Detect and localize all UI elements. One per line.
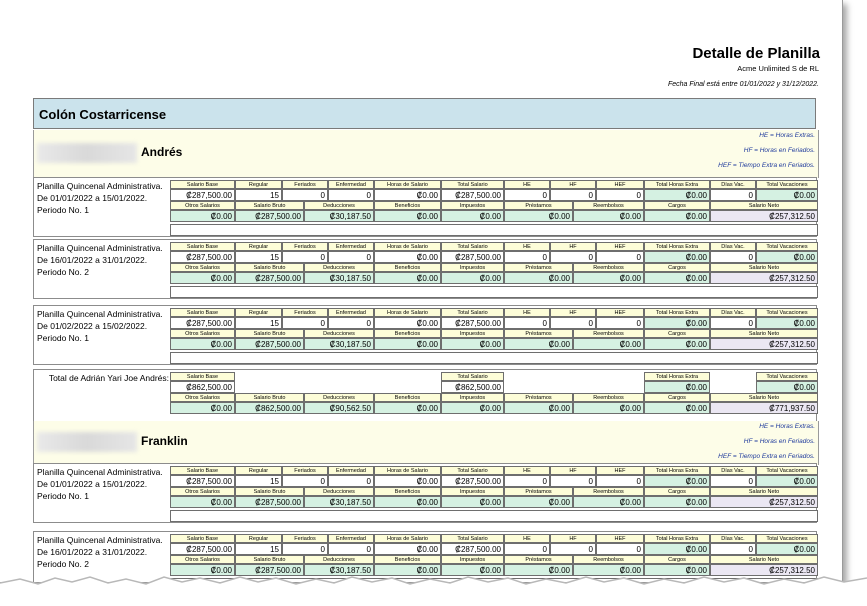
value-cargos: ₡0.00 <box>644 564 710 576</box>
value-regular: 15 <box>235 251 282 263</box>
value-hf: 0 <box>550 251 596 263</box>
label-total-vacaciones: Total Vacaciones <box>756 466 818 475</box>
period-label: Planilla Quincenal Administrativa. De 01/01/2022 a 15/01/2022. Periodo No. 1 <box>37 181 163 215</box>
value-cargos: ₡0.00 <box>644 338 710 350</box>
label-dias-vac: Días Vac. <box>710 180 756 189</box>
label-salario-base: Salario Base <box>170 466 235 475</box>
value-impuestos: ₡0.00 <box>441 338 504 350</box>
value-salario-neto: ₡257,312.50 <box>710 210 818 222</box>
company-name: Acme Unlimited S de RL <box>737 64 819 73</box>
value-he: 0 <box>504 475 550 487</box>
value-salario-base: ₡287,500.00 <box>170 189 235 201</box>
value-otros-salarios: ₡0.00 <box>170 564 235 576</box>
label-beneficios: Beneficios <box>374 201 441 210</box>
label-hf: HF <box>550 534 596 543</box>
period-spacer <box>170 286 818 298</box>
employee-first-name: Franklin <box>141 434 188 449</box>
label-hef: HEF <box>596 534 644 543</box>
label-total-horas-extra: Total Horas Extra <box>644 242 710 251</box>
label-cargos: Cargos <box>644 201 710 210</box>
value-salario-base: ₡287,500.00 <box>170 543 235 555</box>
label-he: HE <box>504 534 550 543</box>
value-regular: 15 <box>235 543 282 555</box>
value-enfermedad: 0 <box>328 251 374 263</box>
label-impuestos: Impuestos <box>441 555 504 564</box>
label-horas-de-salario: Horas de Salario <box>374 242 441 251</box>
label-he: HE <box>504 180 550 189</box>
value-otros-salarios: ₡0.00 <box>170 272 235 284</box>
value-hf: 0 <box>550 475 596 487</box>
report-title: Detalle de Planilla <box>692 45 820 62</box>
total-value-salario-neto: ₡771,937.50 <box>710 402 818 414</box>
value-enfermedad: 0 <box>328 317 374 329</box>
value-prestamos: ₡0.00 <box>504 338 573 350</box>
value-salario-neto: ₡257,312.50 <box>710 272 818 284</box>
label-regular: Regular <box>235 534 282 543</box>
label-enfermedad: Enfermedad <box>328 308 374 317</box>
label-reembolsos: Reembolsos <box>573 329 644 338</box>
total-value-reembolsos: ₡0.00 <box>573 402 644 414</box>
period-label: Planilla Quincenal Administrativa. De 01/02/2022 a 15/02/2022. Periodo No. 1 <box>37 309 163 343</box>
value-feriados: 0 <box>282 475 328 487</box>
total-label-total-vacaciones: Total Vacaciones <box>756 372 818 381</box>
value-salario-bruto: ₡287,500.00 <box>235 338 304 350</box>
label-enfermedad: Enfermedad <box>328 466 374 475</box>
label-prestamos: Préstamos <box>504 555 573 564</box>
total-value-total-vacaciones: ₡0.00 <box>756 381 818 393</box>
label-regular: Regular <box>235 308 282 317</box>
value-total-vacaciones: ₡0.00 <box>756 543 818 555</box>
value-prestamos: ₡0.00 <box>504 496 573 508</box>
value-horas-de-salario: ₡0.00 <box>374 475 441 487</box>
period-block <box>33 463 817 523</box>
value-total-salario: ₡287,500.00 <box>441 189 504 201</box>
value-deducciones: ₡30,187.50 <box>304 272 374 284</box>
value-impuestos: ₡0.00 <box>441 210 504 222</box>
value-reembolsos: ₡0.00 <box>573 210 644 222</box>
value-cargos: ₡0.00 <box>644 496 710 508</box>
value-salario-base: ₡287,500.00 <box>170 317 235 329</box>
value-reembolsos: ₡0.00 <box>573 272 644 284</box>
value-total-horas-extra: ₡0.00 <box>644 251 710 263</box>
period-spacer <box>170 224 818 236</box>
label-enfermedad: Enfermedad <box>328 534 374 543</box>
label-horas-de-salario: Horas de Salario <box>374 180 441 189</box>
label-salario-neto: Salario Neto <box>710 555 818 564</box>
label-he: HE <box>504 242 550 251</box>
label-salario-base: Salario Base <box>170 180 235 189</box>
value-enfermedad: 0 <box>328 189 374 201</box>
value-otros-salarios: ₡0.00 <box>170 496 235 508</box>
label-impuestos: Impuestos <box>441 201 504 210</box>
label-hf: HF <box>550 308 596 317</box>
value-cargos: ₡0.00 <box>644 210 710 222</box>
label-feriados: Feriados <box>282 534 328 543</box>
label-deducciones: Deducciones <box>304 555 374 564</box>
value-hef: 0 <box>596 251 644 263</box>
legend-hef: HEF = Tiempo Extra en Feriados. <box>718 162 815 169</box>
value-total-salario: ₡287,500.00 <box>441 317 504 329</box>
label-prestamos: Préstamos <box>504 487 573 496</box>
value-total-vacaciones: ₡0.00 <box>756 189 818 201</box>
value-total-salario: ₡287,500.00 <box>441 475 504 487</box>
value-hf: 0 <box>550 189 596 201</box>
torn-edge <box>0 565 867 606</box>
value-deducciones: ₡30,187.50 <box>304 338 374 350</box>
value-feriados: 0 <box>282 189 328 201</box>
total-label-salario-bruto: Salario Bruto <box>235 393 304 402</box>
value-hef: 0 <box>596 317 644 329</box>
label-total-horas-extra: Total Horas Extra <box>644 308 710 317</box>
value-dias-vac: 0 <box>710 543 756 555</box>
label-beneficios: Beneficios <box>374 329 441 338</box>
label-total-salario: Total Salario <box>441 308 504 317</box>
label-salario-bruto: Salario Bruto <box>235 201 304 210</box>
total-label-salario-neto: Salario Neto <box>710 393 818 402</box>
total-block <box>33 369 817 422</box>
currency-header: Colón Costarricense <box>33 98 816 129</box>
label-deducciones: Deducciones <box>304 201 374 210</box>
total-label-prestamos: Préstamos <box>504 393 573 402</box>
value-dias-vac: 0 <box>710 189 756 201</box>
value-total-horas-extra: ₡0.00 <box>644 475 710 487</box>
label-feriados: Feriados <box>282 466 328 475</box>
legend-hf: HF = Horas en Feriados. <box>743 147 815 154</box>
value-hef: 0 <box>596 543 644 555</box>
label-impuestos: Impuestos <box>441 263 504 272</box>
label-otros-salarios: Otros Salarios <box>170 487 235 496</box>
employee-name <box>37 432 188 452</box>
label-beneficios: Beneficios <box>374 487 441 496</box>
label-cargos: Cargos <box>644 555 710 564</box>
total-value-total-salario: ₡862,500.00 <box>441 381 504 393</box>
label-salario-bruto: Salario Bruto <box>235 487 304 496</box>
total-label: Total de Adrián Yari Joe Andrés: <box>48 373 169 383</box>
value-he: 0 <box>504 189 550 201</box>
value-salario-bruto: ₡287,500.00 <box>235 210 304 222</box>
label-salario-base: Salario Base <box>170 534 235 543</box>
label-enfermedad: Enfermedad <box>328 242 374 251</box>
label-total-salario: Total Salario <box>441 242 504 251</box>
value-regular: 15 <box>235 317 282 329</box>
label-horas-de-salario: Horas de Salario <box>374 534 441 543</box>
period-label: Planilla Quincenal Administrativa. De 16/01/2022 a 31/01/2022. Periodo No. 2 <box>37 243 163 277</box>
total-label-cargos: Cargos <box>644 393 710 402</box>
total-value-deducciones: ₡90,562.50 <box>304 402 374 414</box>
value-regular: 15 <box>235 475 282 487</box>
value-beneficios: ₡0.00 <box>374 338 441 350</box>
label-reembolsos: Reembolsos <box>573 201 644 210</box>
label-prestamos: Préstamos <box>504 263 573 272</box>
value-beneficios: ₡0.00 <box>374 272 441 284</box>
label-horas-de-salario: Horas de Salario <box>374 308 441 317</box>
total-value-prestamos: ₡0.00 <box>504 402 573 414</box>
value-total-horas-extra: ₡0.00 <box>644 317 710 329</box>
label-total-salario: Total Salario <box>441 534 504 543</box>
value-deducciones: ₡30,187.50 <box>304 210 374 222</box>
value-dias-vac: 0 <box>710 475 756 487</box>
value-reembolsos: ₡0.00 <box>573 338 644 350</box>
value-total-horas-extra: ₡0.00 <box>644 189 710 201</box>
label-hef: HEF <box>596 180 644 189</box>
label-otros-salarios: Otros Salarios <box>170 555 235 564</box>
value-salario-neto: ₡257,312.50 <box>710 496 818 508</box>
value-he: 0 <box>504 317 550 329</box>
label-total-horas-extra: Total Horas Extra <box>644 534 710 543</box>
label-prestamos: Préstamos <box>504 329 573 338</box>
label-regular: Regular <box>235 180 282 189</box>
total-label-reembolsos: Reembolsos <box>573 393 644 402</box>
label-prestamos: Préstamos <box>504 201 573 210</box>
value-otros-salarios: ₡0.00 <box>170 210 235 222</box>
total-label-total-salario: Total Salario <box>441 372 504 381</box>
label-salario-base: Salario Base <box>170 308 235 317</box>
label-deducciones: Deducciones <box>304 329 374 338</box>
value-dias-vac: 0 <box>710 251 756 263</box>
period-label: Planilla Quincenal Administrativa. De 01/01/2022 a 15/01/2022. Periodo No. 1 <box>37 467 163 501</box>
label-total-vacaciones: Total Vacaciones <box>756 180 818 189</box>
value-deducciones: ₡30,187.50 <box>304 496 374 508</box>
label-total-vacaciones: Total Vacaciones <box>756 242 818 251</box>
label-total-salario: Total Salario <box>441 180 504 189</box>
value-total-salario: ₡287,500.00 <box>441 543 504 555</box>
total-value-impuestos: ₡0.00 <box>441 402 504 414</box>
value-hf: 0 <box>550 317 596 329</box>
label-salario-neto: Salario Neto <box>710 263 818 272</box>
period-label: Planilla Quincenal Administrativa. De 16/01/2022 a 31/01/2022. Periodo No. 2 <box>37 535 163 569</box>
label-hef: HEF <box>596 466 644 475</box>
label-reembolsos: Reembolsos <box>573 263 644 272</box>
label-total-salario: Total Salario <box>441 466 504 475</box>
label-salario-bruto: Salario Bruto <box>235 263 304 272</box>
value-feriados: 0 <box>282 251 328 263</box>
value-cargos: ₡0.00 <box>644 272 710 284</box>
label-beneficios: Beneficios <box>374 263 441 272</box>
value-total-horas-extra: ₡0.00 <box>644 543 710 555</box>
label-hef: HEF <box>596 242 644 251</box>
total-label-otros-salarios: Otros Salarios <box>170 393 235 402</box>
value-beneficios: ₡0.00 <box>374 210 441 222</box>
period-block <box>33 305 817 365</box>
redacted-name <box>37 432 137 452</box>
legend-he: HE = Horas Extras. <box>759 423 815 430</box>
period-block <box>33 177 817 237</box>
value-horas-de-salario: ₡0.00 <box>374 543 441 555</box>
value-impuestos: ₡0.00 <box>441 272 504 284</box>
label-feriados: Feriados <box>282 308 328 317</box>
label-cargos: Cargos <box>644 487 710 496</box>
value-total-vacaciones: ₡0.00 <box>756 317 818 329</box>
label-dias-vac: Días Vac. <box>710 466 756 475</box>
redacted-name <box>37 143 137 163</box>
employee-name <box>37 143 182 163</box>
value-beneficios: ₡0.00 <box>374 564 441 576</box>
value-salario-base: ₡287,500.00 <box>170 475 235 487</box>
value-hf: 0 <box>550 543 596 555</box>
label-dias-vac: Días Vac. <box>710 242 756 251</box>
value-prestamos: ₡0.00 <box>504 272 573 284</box>
value-he: 0 <box>504 543 550 555</box>
legend-hef: HEF = Tiempo Extra en Feriados. <box>718 453 815 460</box>
label-otros-salarios: Otros Salarios <box>170 329 235 338</box>
value-enfermedad: 0 <box>328 543 374 555</box>
label-he: HE <box>504 466 550 475</box>
total-value-salario-bruto: ₡862,500.00 <box>235 402 304 414</box>
value-reembolsos: ₡0.00 <box>573 564 644 576</box>
label-salario-bruto: Salario Bruto <box>235 329 304 338</box>
label-impuestos: Impuestos <box>441 487 504 496</box>
legend-he: HE = Horas Extras. <box>759 132 815 139</box>
label-he: HE <box>504 308 550 317</box>
label-dias-vac: Días Vac. <box>710 534 756 543</box>
value-otros-salarios: ₡0.00 <box>170 338 235 350</box>
legend-hf: HF = Horas en Feriados. <box>743 438 815 445</box>
value-impuestos: ₡0.00 <box>441 564 504 576</box>
value-beneficios: ₡0.00 <box>374 496 441 508</box>
label-enfermedad: Enfermedad <box>328 180 374 189</box>
value-total-vacaciones: ₡0.00 <box>756 475 818 487</box>
label-total-vacaciones: Total Vacaciones <box>756 534 818 543</box>
total-label-beneficios: Beneficios <box>374 393 441 402</box>
total-value-total-horas-extra: ₡0.00 <box>644 381 710 393</box>
label-cargos: Cargos <box>644 329 710 338</box>
total-label-impuestos: Impuestos <box>441 393 504 402</box>
label-salario-bruto: Salario Bruto <box>235 555 304 564</box>
label-otros-salarios: Otros Salarios <box>170 201 235 210</box>
value-feriados: 0 <box>282 543 328 555</box>
value-horas-de-salario: ₡0.00 <box>374 317 441 329</box>
value-salario-bruto: ₡287,500.00 <box>235 564 304 576</box>
label-salario-neto: Salario Neto <box>710 201 818 210</box>
total-value-otros-salarios: ₡0.00 <box>170 402 235 414</box>
label-impuestos: Impuestos <box>441 329 504 338</box>
label-otros-salarios: Otros Salarios <box>170 263 235 272</box>
label-hf: HF <box>550 242 596 251</box>
label-feriados: Feriados <box>282 180 328 189</box>
label-regular: Regular <box>235 242 282 251</box>
period-block <box>33 239 817 299</box>
total-label-deducciones: Deducciones <box>304 393 374 402</box>
value-enfermedad: 0 <box>328 475 374 487</box>
total-value-beneficios: ₡0.00 <box>374 402 441 414</box>
label-beneficios: Beneficios <box>374 555 441 564</box>
label-total-horas-extra: Total Horas Extra <box>644 466 710 475</box>
total-value-cargos: ₡0.00 <box>644 402 710 414</box>
label-salario-neto: Salario Neto <box>710 487 818 496</box>
employee-first-name: Andrés <box>141 145 183 160</box>
label-deducciones: Deducciones <box>304 263 374 272</box>
value-he: 0 <box>504 251 550 263</box>
label-total-vacaciones: Total Vacaciones <box>756 308 818 317</box>
label-cargos: Cargos <box>644 263 710 272</box>
total-label-total-horas-extra: Total Horas Extra <box>644 372 710 381</box>
value-total-salario: ₡287,500.00 <box>441 251 504 263</box>
value-dias-vac: 0 <box>710 317 756 329</box>
value-hef: 0 <box>596 475 644 487</box>
value-hef: 0 <box>596 189 644 201</box>
total-value-salario-base: ₡862,500.00 <box>170 381 235 393</box>
value-horas-de-salario: ₡0.00 <box>374 189 441 201</box>
period-spacer <box>170 510 818 522</box>
value-horas-de-salario: ₡0.00 <box>374 251 441 263</box>
value-reembolsos: ₡0.00 <box>573 496 644 508</box>
label-deducciones: Deducciones <box>304 487 374 496</box>
value-total-vacaciones: ₡0.00 <box>756 251 818 263</box>
total-label-salario-base: Salario Base <box>170 372 235 381</box>
value-regular: 15 <box>235 189 282 201</box>
period-spacer <box>170 352 818 364</box>
label-hef: HEF <box>596 308 644 317</box>
value-deducciones: ₡30,187.50 <box>304 564 374 576</box>
label-regular: Regular <box>235 466 282 475</box>
value-salario-base: ₡287,500.00 <box>170 251 235 263</box>
label-total-horas-extra: Total Horas Extra <box>644 180 710 189</box>
label-hf: HF <box>550 466 596 475</box>
label-salario-base: Salario Base <box>170 242 235 251</box>
value-prestamos: ₡0.00 <box>504 564 573 576</box>
value-prestamos: ₡0.00 <box>504 210 573 222</box>
value-salario-bruto: ₡287,500.00 <box>235 272 304 284</box>
value-salario-neto: ₡257,312.50 <box>710 564 818 576</box>
value-salario-bruto: ₡287,500.00 <box>235 496 304 508</box>
label-reembolsos: Reembolsos <box>573 487 644 496</box>
value-feriados: 0 <box>282 317 328 329</box>
value-impuestos: ₡0.00 <box>441 496 504 508</box>
label-hf: HF <box>550 180 596 189</box>
label-reembolsos: Reembolsos <box>573 555 644 564</box>
label-feriados: Feriados <box>282 242 328 251</box>
value-salario-neto: ₡257,312.50 <box>710 338 818 350</box>
label-horas-de-salario: Horas de Salario <box>374 466 441 475</box>
label-dias-vac: Días Vac. <box>710 308 756 317</box>
label-salario-neto: Salario Neto <box>710 329 818 338</box>
date-range: Fecha Final está entre 01/01/2022 y 31/12/2022. <box>668 81 819 88</box>
